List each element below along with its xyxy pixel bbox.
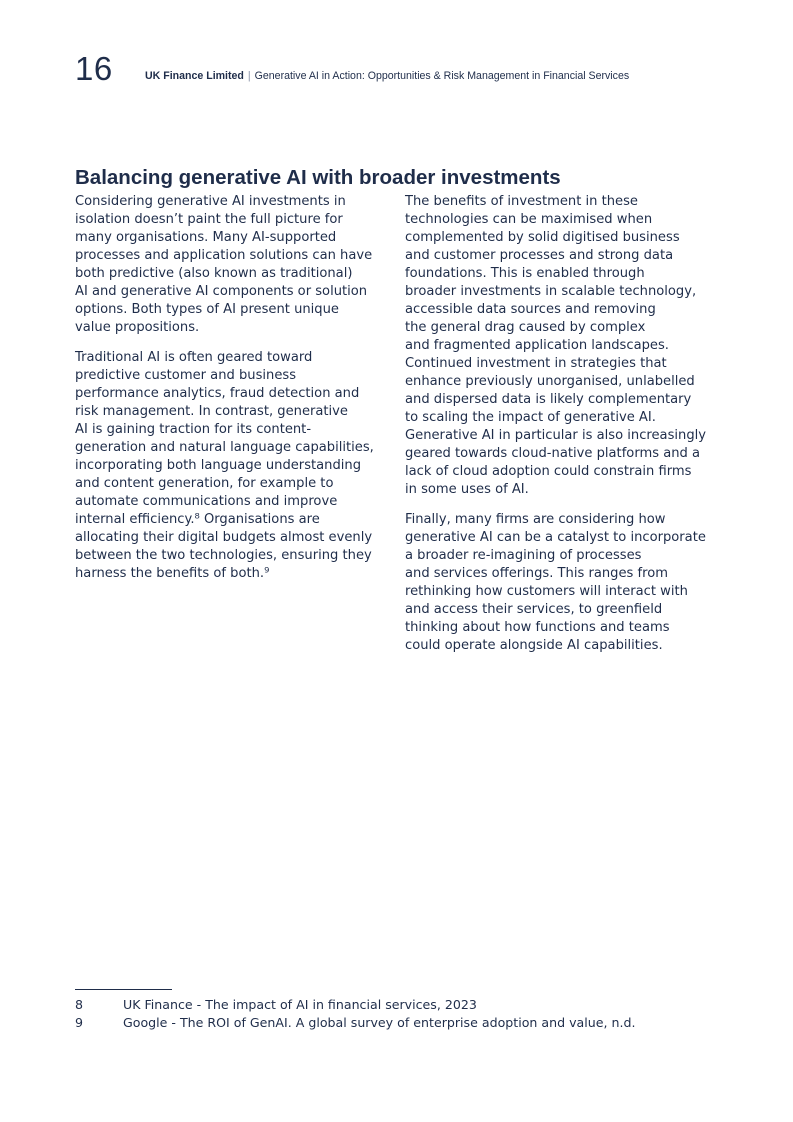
text-line: could operate alongside AI capabilities. [405, 638, 663, 653]
text-line: Traditional AI is often geared toward [75, 350, 313, 365]
paragraph [75, 193, 393, 337]
text-line: and content generation, for example to [75, 476, 334, 491]
text-line: complemented by solid digitised business [405, 230, 680, 245]
footnote-number: 8 [75, 997, 84, 1012]
text-line: allocating their digital budgets almost evenly [75, 530, 373, 545]
paragraph [75, 349, 393, 583]
text-line: Considering generative AI investments in [75, 194, 346, 209]
footnote-number: 9 [75, 1015, 84, 1030]
text-line: harness the benefits of both.⁹ [75, 566, 270, 581]
text-line: thinking about how functions and teams [405, 620, 670, 635]
text-line: many organisations. Many AI-supported [75, 230, 337, 245]
footnote [75, 996, 715, 1014]
text-line: accessible data sources and removing [405, 302, 656, 317]
header-separator: | [247, 70, 251, 82]
text-line: options. Both types of AI present unique [75, 302, 339, 317]
text-line: enhance previously unorganised, unlabelled [405, 374, 695, 389]
text-line: between the two technologies, ensuring they [75, 548, 372, 563]
text-line: isolation doesn’t paint the full picture for [75, 212, 343, 227]
paragraph [405, 193, 723, 499]
text-line: Finally, many firms are considering how [405, 512, 666, 527]
page-number: 16 [75, 50, 113, 87]
text-line: both predictive (also known as traditional) [75, 266, 353, 281]
text-line: and fragmented application landscapes. [405, 338, 669, 353]
text-line: generative AI can be a catalyst to incorporate [405, 530, 706, 545]
text-line: and services offerings. This ranges from [405, 566, 668, 581]
header-organization: UK Finance Limited [145, 70, 244, 82]
text-line: the general drag caused by complex [405, 320, 646, 335]
text-line: performance analytics, fraud detection and [75, 386, 360, 401]
text-line: automate communications and improve [75, 494, 338, 509]
text-line: and customer processes and strong data [405, 248, 674, 263]
text-line: a broader re-imagining of processes [405, 548, 642, 563]
left-text-column [75, 193, 393, 595]
paragraph [405, 511, 723, 655]
footnote-divider [75, 989, 172, 990]
text-line: rethinking how customers will interact with [405, 584, 688, 599]
text-line: internal efficiency.⁸ Organisations are [75, 512, 320, 527]
footnote-text: Google - The ROI of GenAI. A global survey of enterprise adoption and value, n.d. [123, 1015, 636, 1030]
text-line: Continued investment in strategies that [405, 356, 667, 371]
text-line: technologies can be maximised when [405, 212, 653, 227]
text-line: generation and natural language capabilities, [75, 440, 374, 455]
footnote [75, 1014, 715, 1032]
text-line: lack of cloud adoption could constrain firms [405, 464, 692, 479]
right-text-column [405, 193, 723, 667]
text-line: value propositions. [75, 320, 200, 335]
text-line: in some uses of AI. [405, 482, 529, 497]
text-line: Generative AI in particular is also increasingly [405, 428, 707, 443]
text-line: incorporating both language understanding [75, 458, 362, 473]
text-line: and dispersed data is likely complementary [405, 392, 692, 407]
running-header [145, 69, 629, 83]
text-line: to scaling the impact of generative AI. [405, 410, 656, 425]
text-line: AI is gaining traction for its content- [75, 422, 312, 437]
text-line: broader investments in scalable technology, [405, 284, 697, 299]
text-line: predictive customer and business [75, 368, 297, 383]
section-heading: Balancing generative AI with broader investments [75, 166, 561, 189]
text-line: risk management. In contrast, generative [75, 404, 348, 419]
text-line: AI and generative AI components or solution [75, 284, 368, 299]
text-line: foundations. This is enabled through [405, 266, 645, 281]
text-line: The benefits of investment in these [405, 194, 638, 209]
text-line: and access their services, to greenfield [405, 602, 663, 617]
text-line: geared towards cloud-native platforms and a [405, 446, 701, 461]
footnote-text: UK Finance - The impact of AI in financial services, 2023 [123, 997, 477, 1012]
footnotes [75, 996, 715, 1032]
header-document-title: Generative AI in Action: Opportunities & Risk Management in Financial Services [254, 70, 630, 82]
text-line: processes and application solutions can have [75, 248, 373, 263]
